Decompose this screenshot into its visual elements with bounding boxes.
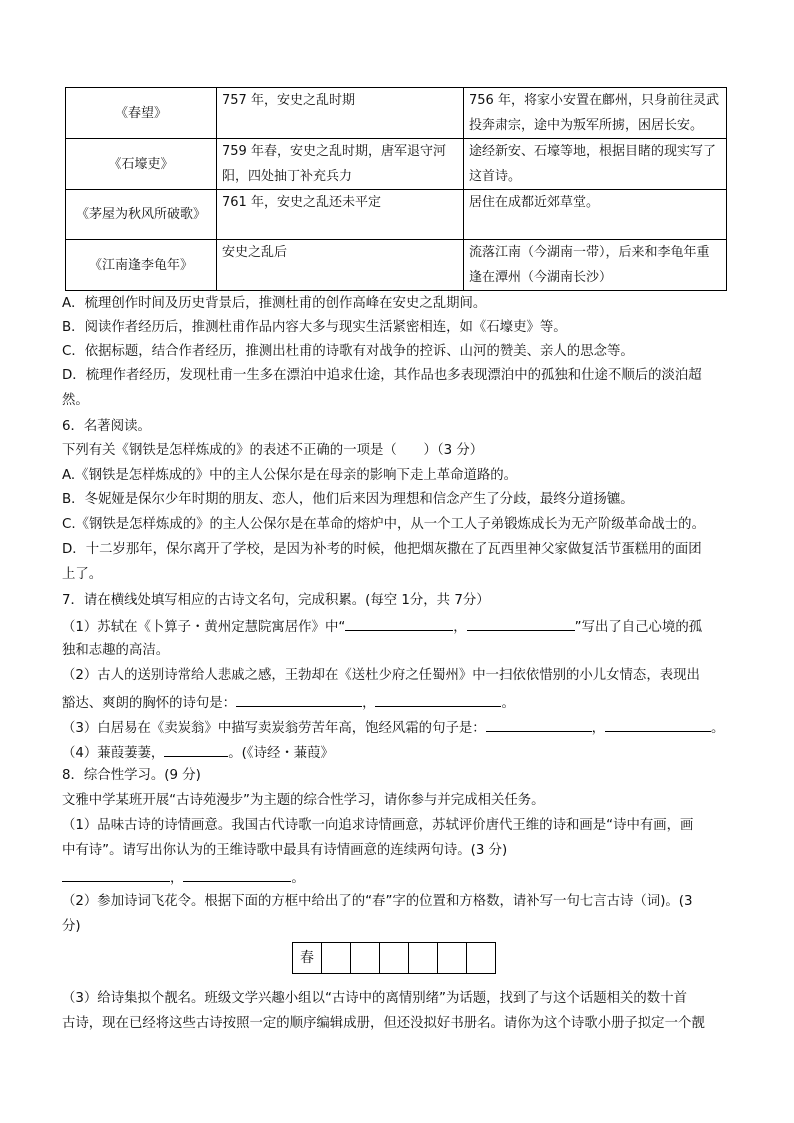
time-cell: 安史之乱后 <box>217 240 464 291</box>
table-row <box>66 88 727 139</box>
q6-option-c: C.《钢铁是怎样炼成的》的主人公保尔是在革命的熔炉中，从一个工人子弟锻炼成长为无产阶级革命战士的。 <box>62 517 705 532</box>
q6-option-a: A.《钢铁是怎样炼成的》中的主人公保尔是在母亲的影响下走上革命道路的。 <box>62 468 518 483</box>
q8-item-1-cont: 中有诗”。请写出你认为的王维诗歌中最具有诗情画意的连续两句诗。(3 分) <box>62 843 508 858</box>
q8-intro: 文雅中学某班开展“古诗苑漫步”为主题的综合性学习，请你参与并完成相关任务。 <box>62 793 545 808</box>
grid-cell[interactable] <box>437 942 467 974</box>
q5-option-b: B．阅读作者经历后，推测杜甫作品内容大多与现实生活紧密相连，如《石壕吏》等。 <box>62 320 567 335</box>
table-row <box>66 139 727 190</box>
answer-blank[interactable] <box>164 743 228 757</box>
answer-blank[interactable] <box>62 868 170 882</box>
q8-item-1: （1）品味古诗的诗情画意。我国古代诗歌一向追求诗情画意，苏轼评价唐代王维的诗和画是“诗中有画，画 <box>62 818 694 833</box>
poem-title-cell: 《石壕吏》 <box>66 139 217 190</box>
poem-title-cell: 《茅屋为秋风所破歌》 <box>66 190 217 240</box>
q6-heading: 6．名著阅读。 <box>62 419 151 434</box>
grid-cell[interactable] <box>350 942 380 974</box>
q7-item-1-cont: 独和志趣的高洁。 <box>62 643 170 658</box>
poem-answer-grid <box>292 942 496 974</box>
q6-option-d: D．十二岁那年，保尔离开了学校，是因为补考的时候，他把烟灰撒在了瓦西里神父家做复活节蛋糕用的面团 <box>62 542 702 557</box>
experience-cell: 756 年，将家小安置在鄜州，只身前往灵武投奔肃宗，途中为叛军所掳，困居长安。 <box>464 88 727 139</box>
du-fu-info-table <box>65 87 727 291</box>
q6-stem: 下列有关《钢铁是怎样炼成的》的表述不正确的一项是（ ）（3 分） <box>62 443 484 458</box>
q6-option-d-cont: 上了。 <box>62 567 103 582</box>
q5-option-d-cont: 然。 <box>62 393 89 408</box>
time-cell: 759 年春，安史之乱时期，唐军退守河阳，四处抽丁补充兵力 <box>217 139 464 190</box>
q6-option-b: B．冬妮娅是保尔少年时期的朋友、恋人，他们后来因为理想和信念产生了分歧，最终分道扬镳。 <box>62 492 634 507</box>
q5-option-a: A．梳理创作时间及历史背景后，推测杜甫的创作高峰在安史之乱期间。 <box>62 296 487 311</box>
q8-item-1-answer: ， 。 <box>62 868 742 887</box>
answer-blank[interactable] <box>375 693 501 707</box>
table-row <box>66 190 727 240</box>
q8-item-2: （2）参加诗词飞花令。根据下面的方框中给出了的“春”字的位置和方格数，请补写一句七言古诗（词)。(3 <box>62 894 693 909</box>
poem-title-cell: 《江南逢李龟年》 <box>66 240 217 291</box>
q7-item-2-cont: 豁达、爽朗的胸怀的诗句是： ， 。 <box>62 693 742 712</box>
experience-cell: 途经新安、石壕等地，根据目睹的现实写了这首诗。 <box>464 139 727 190</box>
q7-item-4: （4）蒹葭萋萋， 。(《诗经・蒹葭》 <box>62 743 742 762</box>
answer-blank[interactable] <box>236 693 362 707</box>
q7-item-2: （2）古人的送别诗常给人悲戚之感，王勃却在《送杜少府之任蜀州》中一扫依依惜别的小儿女情态，表现出 <box>62 668 700 683</box>
q8-item-2-cont: 分) <box>62 919 81 934</box>
q5-option-d: D．梳理作者经历，发现杜甫一生多在漂泊中追求仕途，其作品也多表现漂泊中的孤独和仕途不顺后的淡泊超 <box>62 368 702 383</box>
time-cell: 761 年，安史之乱还未平定 <box>217 190 464 240</box>
answer-blank[interactable] <box>467 617 575 631</box>
poem-title-cell: 《春望》 <box>66 88 217 139</box>
answer-blank[interactable] <box>345 617 453 631</box>
grid-cell[interactable] <box>466 942 496 974</box>
experience-cell: 流落江南（今湖南一带），后来和李龟年重逢在潭州（今湖南长沙） <box>464 240 727 291</box>
q7-item-1: （1）苏轼在《卜算子・黄州定慧院寓居作》中“ ， ”写出了自己心境的孤 <box>62 617 742 636</box>
answer-blank[interactable] <box>486 718 592 732</box>
answer-blank[interactable] <box>183 868 291 882</box>
q7-heading: 7．请在横线处填写相应的古诗文名句，完成积累。(每空 1分，共 7分） <box>62 593 490 608</box>
q5-option-c: C．依据标题，结合作者经历，推测出杜甫的诗歌有对战争的控诉、山河的赞美、亲人的思念等。 <box>62 344 634 359</box>
grid-cell[interactable] <box>321 942 351 974</box>
q7-1-text: （1）苏轼在《卜算子・黄州定慧院寓居作》中“ <box>62 620 346 635</box>
answer-blank[interactable] <box>605 718 711 732</box>
grid-cell[interactable] <box>408 942 438 974</box>
grid-cell-chun: 春 <box>292 942 322 974</box>
table-row <box>66 240 727 291</box>
q8-item-3-cont: 古诗，现在已经将这些古诗按照一定的顺序编辑成册，但还没拟好书册名。请你为这个诗歌小册子拟定一个靓 <box>62 1016 705 1031</box>
time-cell: 757 年，安史之乱时期 <box>217 88 464 139</box>
q8-item-3: （3）给诗集拟个靓名。班级文学兴趣小组以“古诗中的离情别绪”为话题，找到了与这个话题相关的数十首 <box>62 991 687 1006</box>
q8-heading: 8．综合性学习。(9 分) <box>62 768 201 783</box>
grid-cell[interactable] <box>379 942 409 974</box>
experience-cell: 居住在成都近郊草堂。 <box>464 190 727 240</box>
q7-item-3: （3）白居易在《卖炭翁》中描写卖炭翁劳苦年高，饱经风霜的句子是： ， 。 <box>62 718 742 737</box>
